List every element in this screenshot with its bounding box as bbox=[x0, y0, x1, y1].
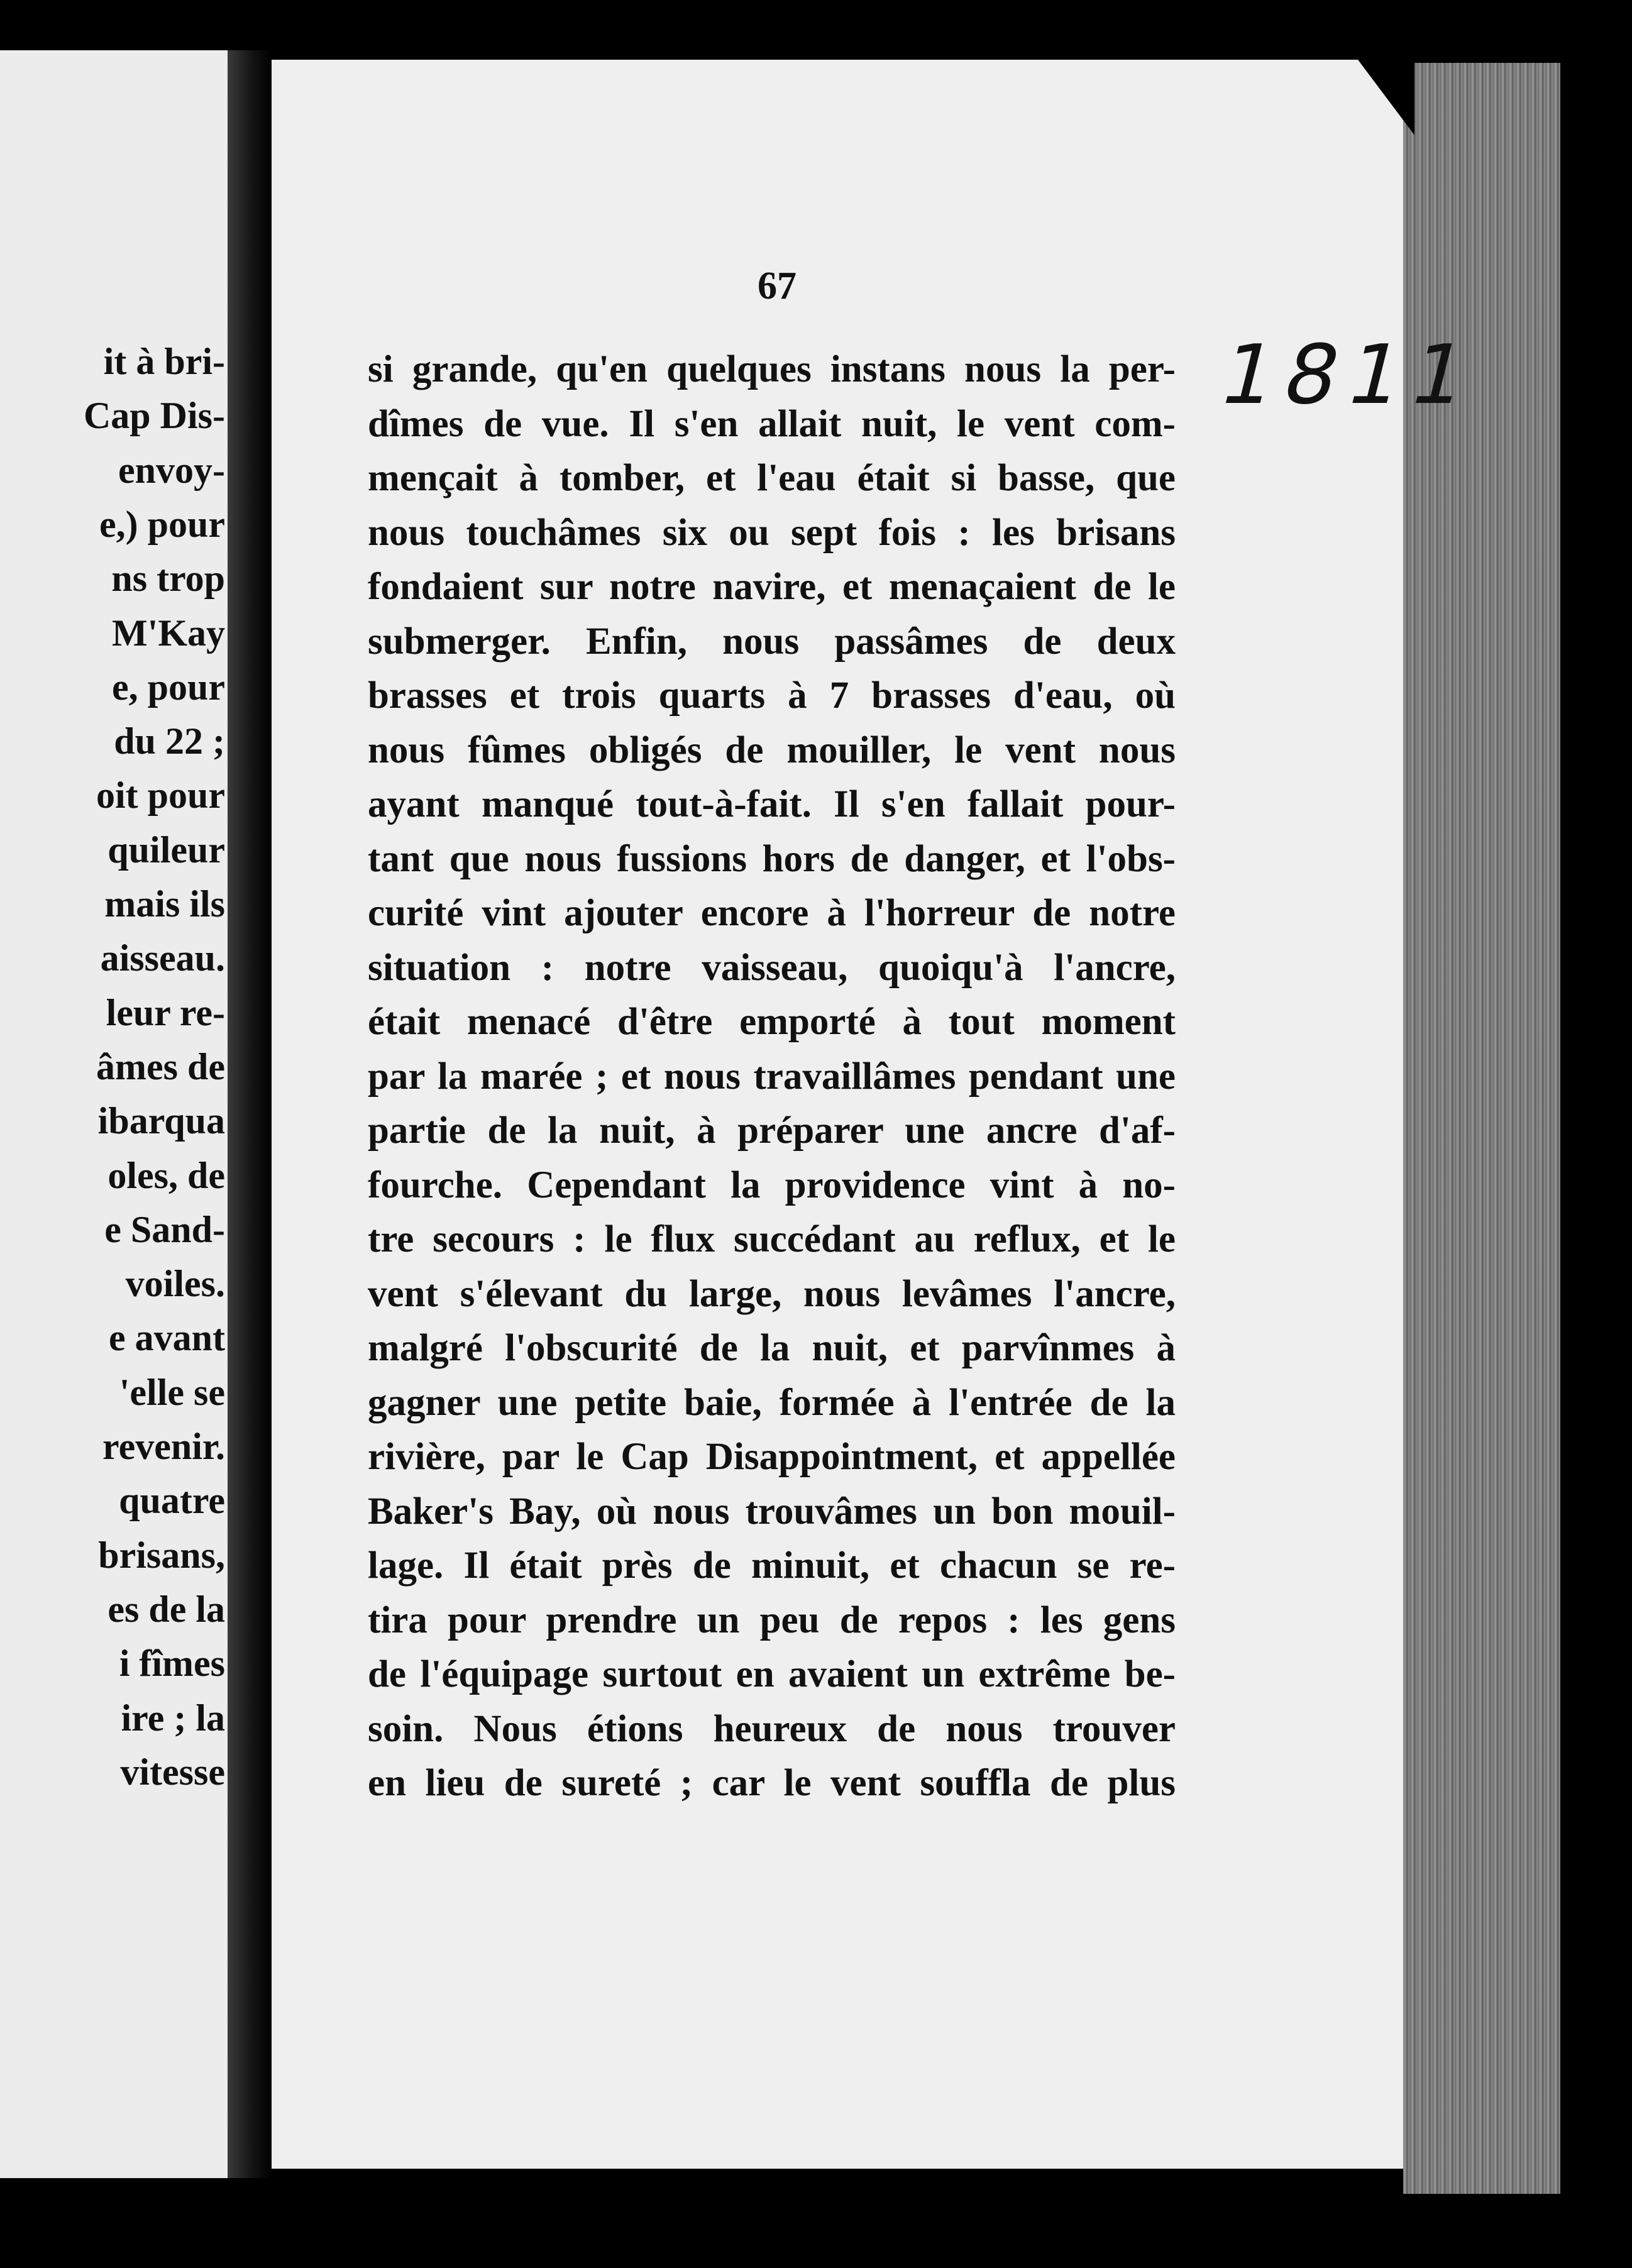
body-line: gagner une petite baie, formée à l'entrée de la bbox=[368, 1381, 1176, 1424]
left-page-line: ire ; la bbox=[121, 1697, 225, 1739]
body-line: fondaient sur notre navire, et menaçaient de le bbox=[368, 566, 1176, 608]
body-line: Baker's Bay, où nous trouvâmes un bon mouil- bbox=[368, 1490, 1176, 1533]
body-line: nous touchâmes six ou sept fois : les brisans bbox=[368, 511, 1176, 554]
left-page-line: quileur bbox=[108, 828, 225, 871]
body-line: soin. Nous étions heureux de nous trouver bbox=[368, 1707, 1176, 1750]
left-page-line: es de la bbox=[108, 1588, 225, 1630]
left-page-line: aisseau. bbox=[100, 937, 225, 979]
body-line: submerger. Enfin, nous passâmes de deux bbox=[368, 620, 1176, 663]
left-page-line: e, pour bbox=[112, 666, 225, 708]
page-number: 67 bbox=[758, 265, 797, 307]
left-page-line: oit pour bbox=[96, 774, 225, 817]
body-text bbox=[368, 343, 1176, 1811]
handwritten-year-note: 1811 bbox=[1211, 327, 1488, 422]
body-line: ayant manqué tout-à-fait. Il s'en fallait pour- bbox=[368, 783, 1176, 825]
body-line: curité vint ajouter encore à l'horreur de notre bbox=[368, 892, 1176, 934]
body-line: dîmes de vue. Il s'en allait nuit, le vent com- bbox=[368, 402, 1176, 445]
body-line: fourche. Cependant la providence vint à no- bbox=[368, 1164, 1176, 1206]
left-page-line: envoy- bbox=[118, 449, 225, 491]
left-page-line: it à bri- bbox=[103, 341, 225, 382]
body-line: brasses et trois quarts à 7 brasses d'eau, où bbox=[368, 674, 1176, 717]
body-line: tre secours : le flux succédant au reflux, et le bbox=[368, 1218, 1176, 1260]
left-page-line: i fîmes bbox=[119, 1643, 225, 1685]
body-line: partie de la nuit, à préparer une ancre d'af- bbox=[368, 1109, 1176, 1152]
body-line: malgré l'obscurité de la nuit, et parvînmes à bbox=[368, 1327, 1176, 1369]
left-page-line: ns trop bbox=[111, 558, 225, 600]
body-line: en lieu de sureté ; car le vent souffla de plus bbox=[368, 1762, 1176, 1804]
left-page-line: Cap Dis- bbox=[83, 395, 225, 437]
body-line: si grande, qu'en quelques instans nous la per- bbox=[368, 348, 1176, 390]
left-page-line: mais ils bbox=[104, 883, 225, 925]
left-page-line: vitesse bbox=[120, 1751, 225, 1793]
left-page-line: ibarqua bbox=[97, 1100, 225, 1142]
left-page-line: e avant bbox=[109, 1317, 225, 1359]
left-page-line: du 22 ; bbox=[114, 720, 225, 762]
body-line: mençait à tomber, et l'eau était si basse, que bbox=[368, 457, 1176, 499]
left-page-line: oles, de bbox=[108, 1154, 225, 1196]
page-corner bbox=[1358, 60, 1414, 135]
left-page-line: quatre bbox=[119, 1480, 225, 1522]
body-line: situation : notre vaisseau, quoiqu'à l'ancre, bbox=[368, 946, 1176, 989]
left-page-line: 'elle se bbox=[119, 1371, 225, 1413]
left-page-line: leur re- bbox=[106, 991, 225, 1033]
body-line: nous fûmes obligés de mouiller, le vent nous bbox=[368, 729, 1176, 771]
left-page-line: revenir. bbox=[102, 1426, 225, 1467]
left-page-line: brisans, bbox=[98, 1534, 225, 1576]
body-line: de l'équipage surtout en avaient un extrême be- bbox=[368, 1653, 1176, 1695]
left-page-line: M'Kay bbox=[112, 612, 225, 654]
body-line: était menacé d'être emporté à tout moment bbox=[368, 1001, 1176, 1043]
left-page-line: e Sand- bbox=[104, 1208, 225, 1250]
body-line: rivière, par le Cap Disappointment, et appellée bbox=[368, 1436, 1176, 1478]
left-page-line: âmes de bbox=[96, 1045, 225, 1087]
body-line: par la marée ; et nous travaillâmes pendant une bbox=[368, 1055, 1176, 1098]
left-page-line: voiles. bbox=[125, 1263, 225, 1305]
body-line: lage. Il était près de minuit, et chacun se re- bbox=[368, 1544, 1176, 1587]
body-line: tant que nous fussions hors de danger, et l'obs- bbox=[368, 837, 1176, 880]
body-line: tira pour prendre un peu de repos : les gens bbox=[368, 1599, 1176, 1641]
left-page bbox=[0, 50, 233, 2178]
left-page-line: e,) pour bbox=[99, 503, 225, 545]
book-gutter bbox=[228, 50, 272, 2178]
body-line: vent s'élevant du large, nous levâmes l'ancre, bbox=[368, 1272, 1176, 1315]
